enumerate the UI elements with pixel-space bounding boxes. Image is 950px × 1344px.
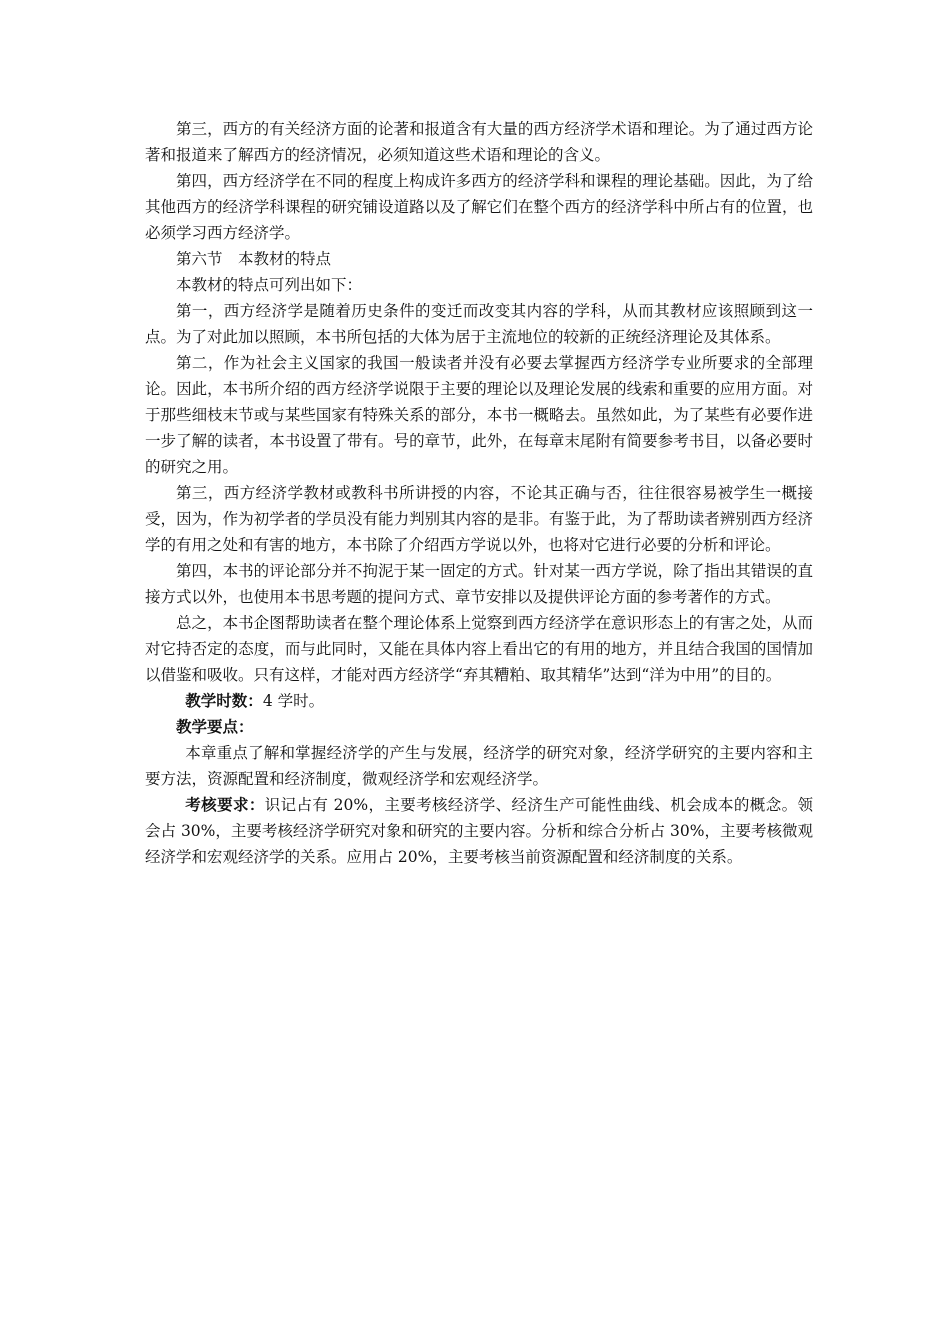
teaching-hours [145,688,813,714]
teaching-hours-label: 教学时数： [185,691,263,710]
feature-third: 第三，西方经济学教材或教科书所讲授的内容，不论其正确与否，往往很容易被学生一概接受，因为，作为初学者的学员没有能力判别其内容的是非。有鉴于此，为了帮助读者辨别西方经济学的有用之处和有害的地方，本书除了介绍西方学说以外，也将对它进行必要的分析和评论。 [145,484,813,554]
conclusion-paragraph: 总之，本书企图帮助读者在整个理论体系上觉察到西方经济学在意识形态上的有害之处，从而对它持否定的态度，而与此同时，又能在具体内容上看出它的有用的地方，并且结合我国的国情加以借鉴和吸收。只有这样，才能对西方经济学“弃其糟粕、取其精华”达到“洋为中用”的目的。 [145,614,813,684]
assessment-requirements [145,792,813,870]
teaching-points-heading [145,714,813,740]
paragraph-fourth-reason: 第四，西方经济学在不同的程度上构成许多西方的经济学科和课程的理论基础。因此，为了给其他西方的经济学科课程的研究铺设道路以及了解它们在整个西方的经济学科中所占有的位置，也必须学习西方经济学。 [145,172,813,242]
feature-first: 第一，西方经济学是随着历史条件的变迁而改变其内容的学科，从而其教材应该照顾到这一点。为了对此加以照顾，本书所包括的大体为居于主流地位的较新的正统经济理论及其体系。 [145,302,813,346]
section-heading: 第六节 本教材的特点 [176,250,332,268]
document-body [145,116,813,870]
section-intro: 本教材的特点可列出如下： [176,276,363,294]
feature-second: 第二，作为社会主义国家的我国一般读者并没有必要去掌握西方经济学专业所要求的全部理论。因此，本书所介绍的西方经济学说限于主要的理论以及理论发展的线索和重要的应用方面。对于那些细枝末节或与某些国家有特殊关系的部分，本书一概略去。虽然如此，为了某些有必要作进一步了解的读者，本书设置了带有。号的章节，此外，在每章末尾附有简要参考书目，以备必要时的研究之用。 [145,354,813,476]
paragraph-third-reason: 第三，西方的有关经济方面的论著和报道含有大量的西方经济学术语和理论。为了通过西方论著和报道来了解西方的经济情况，必须知道这些术语和理论的含义。 [145,120,813,164]
feature-fourth: 第四，本书的评论部分并不拘泥于某一固定的方式。针对某一西方学说，除了指出其错误的直接方式以外，也使用本书思考题的提问方式、章节安排以及提供评论方面的参考著作的方式。 [145,562,813,606]
teaching-hours-value: 4 学时。 [262,692,325,710]
assessment-label: 考核要求： [185,795,265,814]
assessment-text: 识记占有 20%，主要考核经济学、经济生产可能性曲线、机会成本的概念。领会占 30%，主要考核经济学研究对象和研究的主要内容。分析和综合分析占 30%，主要考核微观经济学和宏观经济学的关系。应用占 20%，主要考核当前资源配置和经济制度的关系。 [145,796,813,866]
teaching-points-label: 教学要点： [176,717,254,736]
teaching-points-text: 本章重点了解和掌握经济学的产生与发展，经济学的研究对象，经济学研究的主要内容和主要方法，资源配置和经济制度，微观经济学和宏观经济学。 [145,744,813,788]
